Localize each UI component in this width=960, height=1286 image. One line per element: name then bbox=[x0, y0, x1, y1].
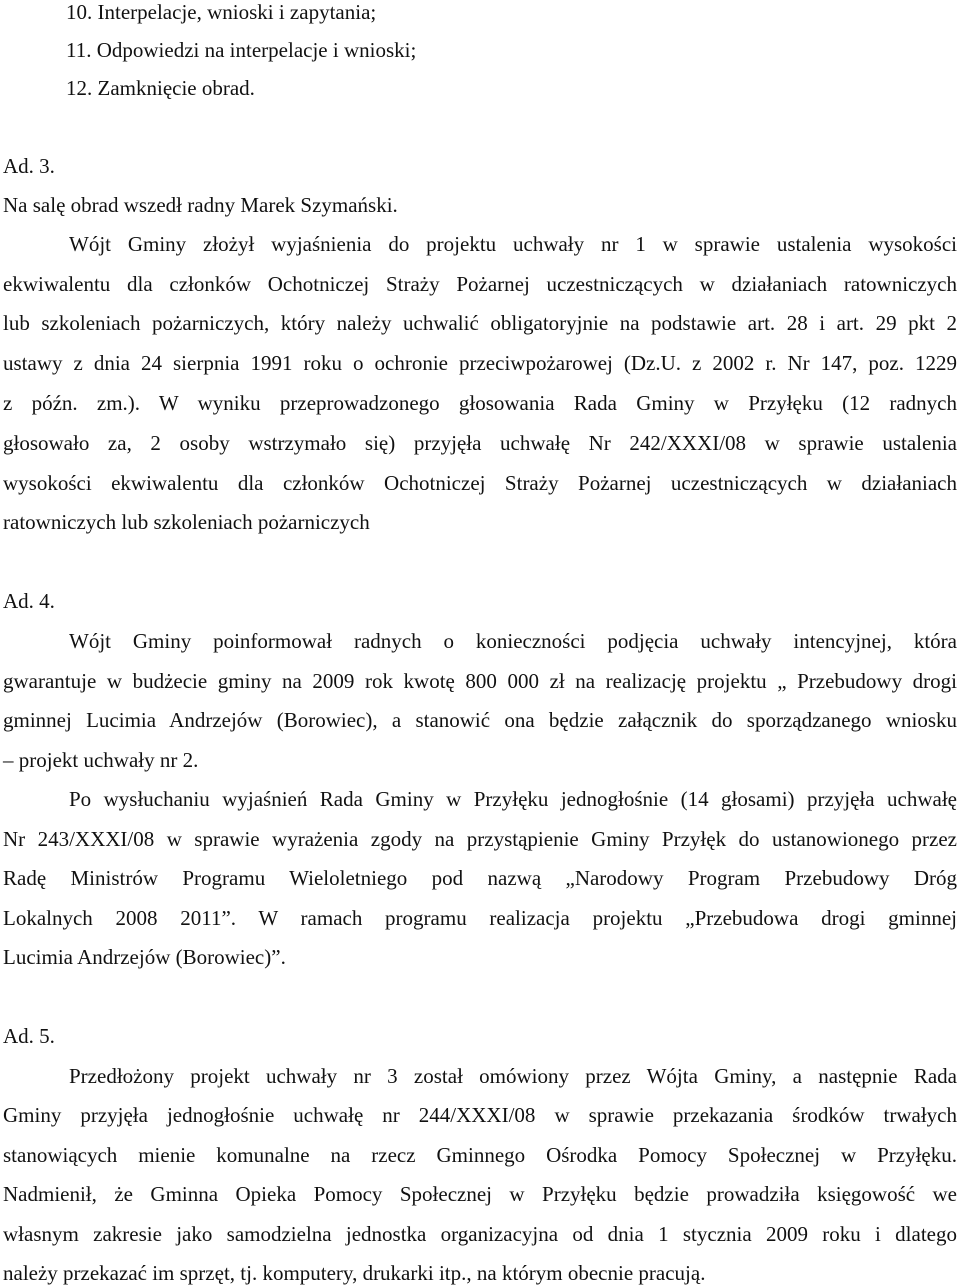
ad4-paragraph-2-line: Radę Ministrów Programu Wieloletniego pod nazwą „Narodowy Program Przebudowy Dróg bbox=[3, 866, 957, 890]
section-heading-ad3: Ad. 3. bbox=[3, 154, 55, 178]
ad3-paragraph-line: Wójt Gminy złożył wyjaśnienia do projektu uchwały nr 1 w sprawie ustalenia wysokości bbox=[69, 232, 957, 256]
ad4-paragraph-1-line: Wójt Gminy poinformował radnych o konieczności podjęcia uchwały intencyjnej, która bbox=[69, 629, 957, 653]
ad3-paragraph-line: ustawy z dnia 24 sierpnia 1991 roku o ochronie przeciwpożarowej (Dz.U. z 2002 r. Nr 147, poz. 1229 bbox=[3, 351, 957, 375]
ad5-paragraph-line: Przedłożony projekt uchwały nr 3 został omówiony przez Wójta Gminy, a następnie Rada bbox=[69, 1064, 957, 1088]
ad4-paragraph-1-line: gwarantuje w budżecie gminy na 2009 rok kwotę 800 000 zł na realizację projektu „ Przebudowy drogi bbox=[3, 669, 957, 693]
agenda-item-10: 10. Interpelacje, wnioski i zapytania; bbox=[66, 0, 377, 24]
ad5-paragraph-line: należy przekazać im sprzęt, tj. komputery, drukarki itp., na którym obecnie pracują. bbox=[3, 1261, 706, 1285]
ad4-paragraph-2-line: Lucimia Andrzejów (Borowiec)”. bbox=[3, 945, 286, 969]
ad5-paragraph-line: Gminy przyjęła jednogłośnie uchwałę nr 244/XXXI/08 w sprawie przekazania środków trwałych bbox=[3, 1103, 957, 1127]
section-heading-ad5: Ad. 5. bbox=[3, 1024, 55, 1048]
ad4-paragraph-2-line: Lokalnych 2008 2011”. W ramach programu realizacja projektu „Przebudowa drogi gminnej bbox=[3, 906, 957, 930]
ad3-paragraph-line: ekwiwalentu dla członków Ochotniczej Straży Pożarnej uczestniczących w działaniach ratowniczych bbox=[3, 272, 957, 296]
ad4-paragraph-1-line: – projekt uchwały nr 2. bbox=[3, 748, 199, 772]
ad3-paragraph-line: wysokości ekwiwalentu dla członków Ochotniczej Straży Pożarnej uczestniczących w działaniach bbox=[3, 471, 957, 495]
section-heading-ad4: Ad. 4. bbox=[3, 589, 55, 613]
ad3-paragraph-line: lub szkoleniach pożarniczych, który należy uchwalić obligatoryjnie na podstawie art. 28 i art. 29 pkt 2 bbox=[3, 311, 957, 335]
ad3-paragraph-line: ratowniczych lub szkoleniach pożarniczych bbox=[3, 510, 370, 534]
agenda-item-11: 11. Odpowiedzi na interpelacje i wnioski; bbox=[66, 38, 417, 62]
ad3-entry-note: Na salę obrad wszedł radny Marek Szymański. bbox=[3, 193, 398, 217]
ad3-paragraph-line: głosowało za, 2 osoby wstrzymało się) przyjęła uchwałę Nr 242/XXXI/08 w sprawie ustalenia bbox=[3, 431, 957, 455]
ad3-paragraph-line: z późn. zm.). W wyniku przeprowadzonego głosowania Rada Gminy w Przyłęku (12 radnych bbox=[3, 391, 957, 415]
ad5-paragraph-line: stanowiących mienie komunalne na rzecz Gminnego Ośrodka Pomocy Społecznej w Przyłęku. bbox=[3, 1143, 957, 1167]
ad5-paragraph-line: własnym zakresie jako samodzielna jednostka organizacyjna od dnia 1 stycznia 2009 roku i dlatego bbox=[3, 1222, 957, 1246]
ad4-paragraph-1-line: gminnej Lucimia Andrzejów (Borowiec), a stanowić ona będzie załącznik do sporządzanego wniosku bbox=[3, 708, 957, 732]
ad4-paragraph-2-line: Nr 243/XXXI/08 w sprawie wyrażenia zgody na przystąpienie Gminy Przyłęk do ustanowionego przez bbox=[3, 827, 957, 851]
agenda-item-12: 12. Zamknięcie obrad. bbox=[66, 76, 255, 100]
ad4-paragraph-2-line: Po wysłuchaniu wyjaśnień Rada Gminy w Przyłęku jednogłośnie (14 głosami) przyjęła uchwałę bbox=[69, 787, 957, 811]
ad5-paragraph-line: Nadmienił, że Gminna Opieka Pomocy Społecznej w Przyłęku będzie prowadziła księgowość we bbox=[3, 1182, 957, 1206]
